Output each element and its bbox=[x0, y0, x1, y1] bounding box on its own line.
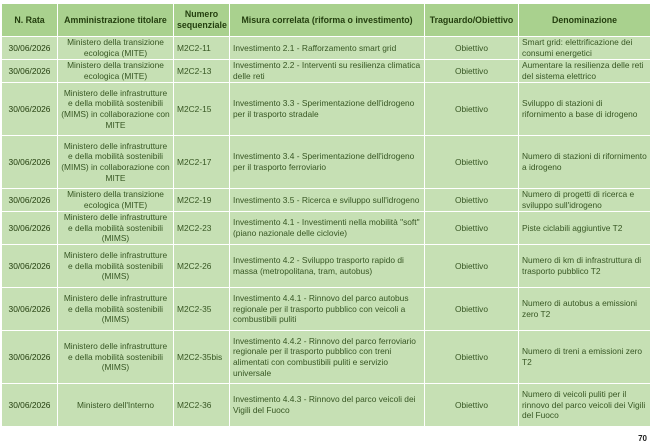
cell-traguardo: Obiettivo bbox=[425, 288, 519, 331]
cell-misura: Investimento 4.1 - Investimenti nella mobilità "soft" (piano nazionale delle ciclovie) bbox=[230, 212, 425, 245]
cell-traguardo: Obiettivo bbox=[425, 245, 519, 288]
cell-traguardo: Obiettivo bbox=[425, 331, 519, 384]
cell-traguardo: Obiettivo bbox=[425, 136, 519, 189]
cell-amministrazione: Ministero delle infrastrutture e della mobilità sostenibili (MIMS) in collaborazione con MITE bbox=[58, 136, 174, 189]
cell-denominazione: Aumentare la resilienza delle reti del sistema elettrico bbox=[519, 60, 651, 83]
cell-numero: M2C2-23 bbox=[174, 212, 230, 245]
cell-misura: Investimento 3.4 - Sperimentazione dell'idrogeno per il trasporto ferroviario bbox=[230, 136, 425, 189]
cell-misura: Investimento 2.1 - Rafforzamento smart grid bbox=[230, 37, 425, 60]
table-row bbox=[2, 245, 651, 288]
header-amministrazione: Amministrazione titolare bbox=[58, 4, 174, 37]
cell-rata: 30/06/2026 bbox=[2, 136, 58, 189]
cell-denominazione: Piste ciclabili aggiuntive T2 bbox=[519, 212, 651, 245]
cell-rata: 30/06/2026 bbox=[2, 189, 58, 212]
table-row bbox=[2, 136, 651, 189]
table-row bbox=[2, 288, 651, 331]
header-numero: Numero sequenziale bbox=[174, 4, 230, 37]
cell-misura: Investimento 3.3 - Sperimentazione dell'idrogeno per il trasporto stradale bbox=[230, 83, 425, 136]
cell-rata: 30/06/2026 bbox=[2, 37, 58, 60]
cell-misura: Investimento 4.4.2 - Rinnovo del parco ferroviario regionale per il trasporto pubblico con treni alimentati con combustibili puliti e servizio universale bbox=[230, 331, 425, 384]
cell-denominazione: Smart grid: elettrificazione dei consumi energetici bbox=[519, 37, 651, 60]
cell-numero: M2C2-11 bbox=[174, 37, 230, 60]
table-row bbox=[2, 60, 651, 83]
cell-denominazione: Numero di treni a emissioni zero T2 bbox=[519, 331, 651, 384]
cell-denominazione: Numero di progetti di ricerca e sviluppo sull'idrogeno bbox=[519, 189, 651, 212]
cell-amministrazione: Ministero delle infrastrutture e della mobilità sostenibili (MIMS) bbox=[58, 331, 174, 384]
cell-amministrazione: Ministero della transizione ecologica (MITE) bbox=[58, 37, 174, 60]
milestones-table bbox=[1, 3, 651, 427]
cell-numero: M2C2-17 bbox=[174, 136, 230, 189]
cell-traguardo: Obiettivo bbox=[425, 83, 519, 136]
cell-traguardo: Obiettivo bbox=[425, 60, 519, 83]
cell-rata: 30/06/2026 bbox=[2, 245, 58, 288]
cell-numero: M2C2-26 bbox=[174, 245, 230, 288]
cell-numero: M2C2-36 bbox=[174, 384, 230, 427]
cell-numero: M2C2-19 bbox=[174, 189, 230, 212]
page-number: 70 bbox=[638, 434, 647, 443]
cell-rata: 30/06/2026 bbox=[2, 384, 58, 427]
cell-denominazione: Numero di autobus a emissioni zero T2 bbox=[519, 288, 651, 331]
cell-amministrazione: Ministero delle infrastrutture e della mobilità sostenibili (MIMS) bbox=[58, 212, 174, 245]
table-row bbox=[2, 331, 651, 384]
table-row bbox=[2, 189, 651, 212]
cell-traguardo: Obiettivo bbox=[425, 384, 519, 427]
cell-amministrazione: Ministero della transizione ecologica (MITE) bbox=[58, 60, 174, 83]
cell-numero: M2C2-13 bbox=[174, 60, 230, 83]
cell-rata: 30/06/2026 bbox=[2, 288, 58, 331]
cell-denominazione: Numero di km di infrastruttura di trasporto pubblico T2 bbox=[519, 245, 651, 288]
table-row bbox=[2, 212, 651, 245]
cell-rata: 30/06/2026 bbox=[2, 60, 58, 83]
cell-denominazione: Numero di veicoli puliti per il rinnovo del parco veicoli dei Vigili del Fuoco bbox=[519, 384, 651, 427]
cell-traguardo: Obiettivo bbox=[425, 212, 519, 245]
cell-misura: Investimento 4.4.1 - Rinnovo del parco autobus regionale per il trasporto pubblico con veicoli a combustibili puliti bbox=[230, 288, 425, 331]
cell-numero: M2C2-35 bbox=[174, 288, 230, 331]
cell-amministrazione: Ministero delle infrastrutture e della mobilità sostenibili (MIMS) bbox=[58, 288, 174, 331]
cell-traguardo: Obiettivo bbox=[425, 189, 519, 212]
header-denominazione: Denominazione bbox=[519, 4, 651, 37]
table-row bbox=[2, 83, 651, 136]
header-rata: N. Rata bbox=[2, 4, 58, 37]
cell-misura: Investimento 3.5 - Ricerca e sviluppo sull'idrogeno bbox=[230, 189, 425, 212]
table-row bbox=[2, 37, 651, 60]
cell-numero: M2C2-35bis bbox=[174, 331, 230, 384]
cell-amministrazione: Ministero delle infrastrutture e della mobilità sostenibili (MIMS) bbox=[58, 245, 174, 288]
cell-amministrazione: Ministero delle infrastrutture e della mobilità sostenibili (MIMS) in collaborazione con MITE bbox=[58, 83, 174, 136]
table-header-row bbox=[2, 4, 651, 37]
cell-misura: Investimento 2.2 - Interventi su resilienza climatica delle reti bbox=[230, 60, 425, 83]
table-row bbox=[2, 384, 651, 427]
cell-rata: 30/06/2026 bbox=[2, 83, 58, 136]
header-misura: Misura correlata (riforma o investimento) bbox=[230, 4, 425, 37]
cell-denominazione: Numero di stazioni di rifornimento a idrogeno bbox=[519, 136, 651, 189]
cell-rata: 30/06/2026 bbox=[2, 212, 58, 245]
cell-misura: Investimento 4.2 - Sviluppo trasporto rapido di massa (metropolitana, tram, autobus) bbox=[230, 245, 425, 288]
cell-misura: Investimento 4.4.3 - Rinnovo del parco veicoli dei Vigili del Fuoco bbox=[230, 384, 425, 427]
cell-amministrazione: Ministero della transizione ecologica (MITE) bbox=[58, 189, 174, 212]
cell-rata: 30/06/2026 bbox=[2, 331, 58, 384]
cell-traguardo: Obiettivo bbox=[425, 37, 519, 60]
cell-numero: M2C2-15 bbox=[174, 83, 230, 136]
cell-amministrazione: Ministero dell'Interno bbox=[58, 384, 174, 427]
cell-denominazione: Sviluppo di stazioni di rifornimento a base di idrogeno bbox=[519, 83, 651, 136]
header-traguardo: Traguardo/Obiettivo bbox=[425, 4, 519, 37]
